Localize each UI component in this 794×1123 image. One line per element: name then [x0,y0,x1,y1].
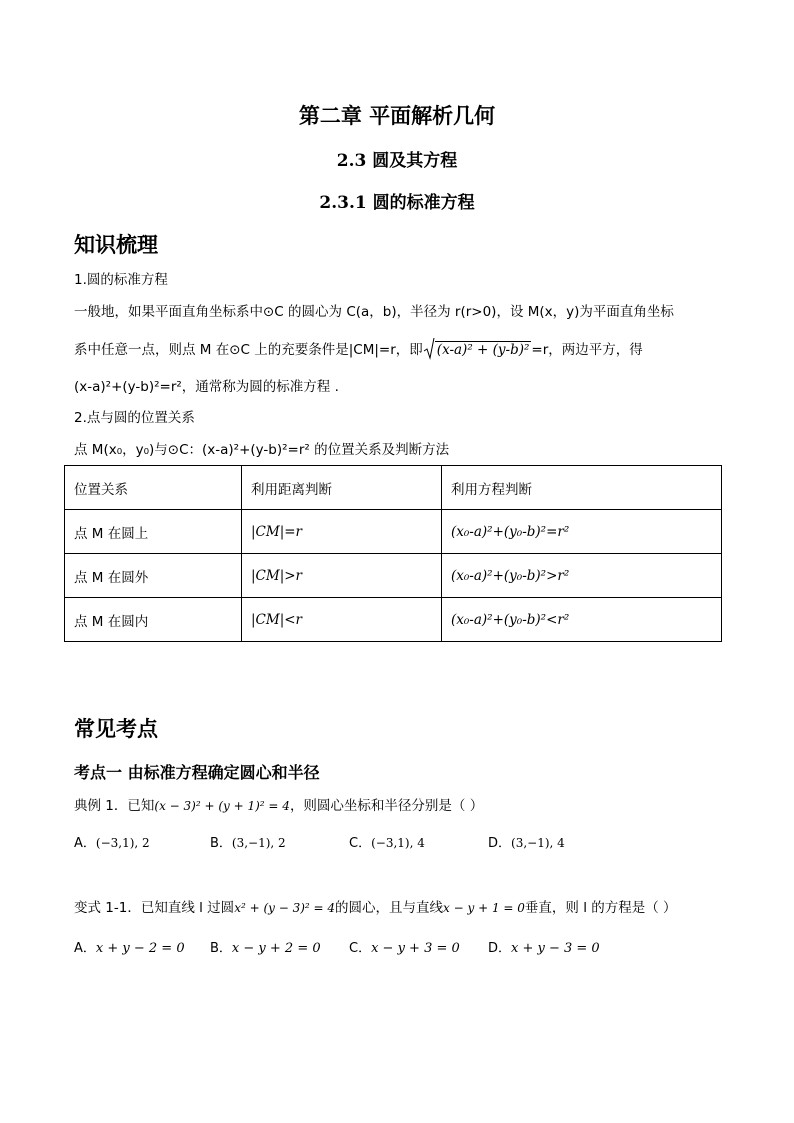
example1-option-b [210,832,286,851]
option-label: B． [210,836,232,851]
variant1-stem-b: 的圆心，且与直线 [335,900,444,916]
item1-paragraph-line3: (x-a)²+(y-b)²=r²，通常称为圆的标准方程 . [74,379,339,395]
variant1-option-b [210,937,321,956]
variant1-option-c [349,937,460,956]
table-row [65,510,722,554]
example1-equation: (x − 3)² + (y + 1)² = 4 [154,799,290,813]
position-relation-table [64,465,722,642]
table-header-cell: 位置关系 [65,466,242,510]
item1-paragraph-line1: 一般地，如果平面直角坐标系中⊙C 的圆心为 C(a，b)，半径为 r(r>0)，设 M(x，y)为平面直角坐标 [74,304,674,320]
table-cell: (x₀-a)²+(y₀-b)²>r² [442,554,722,598]
example1-option-c [349,832,425,851]
item2-intro: 点 M(x₀，y₀)与⊙C：(x-a)²+(y-b)²=r² 的位置关系及判断方法 [74,442,450,458]
item1-line2-text-b: =r，两边平方，得 [531,342,643,358]
table-cell: (x₀-a)²+(y₀-b)²<r² [442,598,722,642]
variant1-equation: x² + (y − 3)² = 4 [234,901,336,915]
option-label: B． [210,941,232,956]
variant1-option-d [488,937,600,956]
radical-sign-icon [423,338,435,360]
table-header-row [65,466,722,510]
option-value: (3,−1), 2 [231,836,286,850]
table-row [65,598,722,642]
table-header-cell: 利用方程判断 [442,466,722,510]
subsection-title: 2.3.1 圆的标准方程 [319,193,475,213]
variant1-stem [74,899,677,917]
variant1-option-a [74,937,185,956]
sqrt-expression [423,341,532,359]
variant1-stem-a: 变式 1-1．已知直线 l 过圆 [74,900,235,916]
chapter-title: 第二章 平面解析几何 [298,103,496,128]
option-label: C． [349,941,372,956]
option-value: x − y + 2 = 0 [231,941,321,956]
option-value: x + y − 2 = 0 [95,941,185,956]
table-cell: (x₀-a)²+(y₀-b)²=r² [442,510,722,554]
common-points-heading: 常见考点 [74,717,158,741]
option-value: x + y − 3 = 0 [511,941,600,956]
option-value: x − y + 3 = 0 [371,941,460,956]
point1-heading: 考点一 由标准方程确定圆心和半径 [74,763,320,782]
item1-title: 1.圆的标准方程 [74,272,168,288]
option-value: (−3,1), 4 [371,836,425,850]
example1-stem-a: 典例 1．已知 [74,798,155,814]
table-cell: 点 M 在圆外 [65,554,242,598]
table-cell: |CM|<r [242,598,442,642]
option-label: A． [74,836,96,851]
table-header-cell: 利用距离判断 [242,466,442,510]
knowledge-heading: 知识梳理 [74,233,158,257]
table-cell: |CM|>r [242,554,442,598]
variant1-stem-c: 垂直，则 l 的方程是（ ） [524,900,677,916]
item1-paragraph-line2 [74,341,643,359]
section-title: 2.3 圆及其方程 [336,151,458,171]
option-label: A． [74,941,96,956]
table-cell: 点 M 在圆上 [65,510,242,554]
example1-stem-b: ，则圆心坐标和半径分别是（ ） [289,798,484,814]
option-label: C． [349,836,372,851]
option-label: D． [488,836,512,851]
table-cell: 点 M 在圆内 [65,598,242,642]
table-cell: |CM|=r [242,510,442,554]
example1-option-a [74,832,150,851]
example1-option-d [488,832,565,851]
option-value: (−3,1), 2 [95,836,150,850]
option-label: D． [488,941,512,956]
item2-title: 2.点与圆的位置关系 [74,410,195,426]
example1-stem [74,797,483,815]
table-row [65,554,722,598]
variant1-equation2: x − y + 1 = 0 [443,901,525,915]
sqrt-radicand: (x-a)² + (y-b)² [436,342,530,358]
item1-line2-text-a: 系中任意一点，则点 M 在⊙C 上的充要条件是|CM|=r，即 [74,342,423,358]
option-value: (3,−1), 4 [511,836,565,850]
